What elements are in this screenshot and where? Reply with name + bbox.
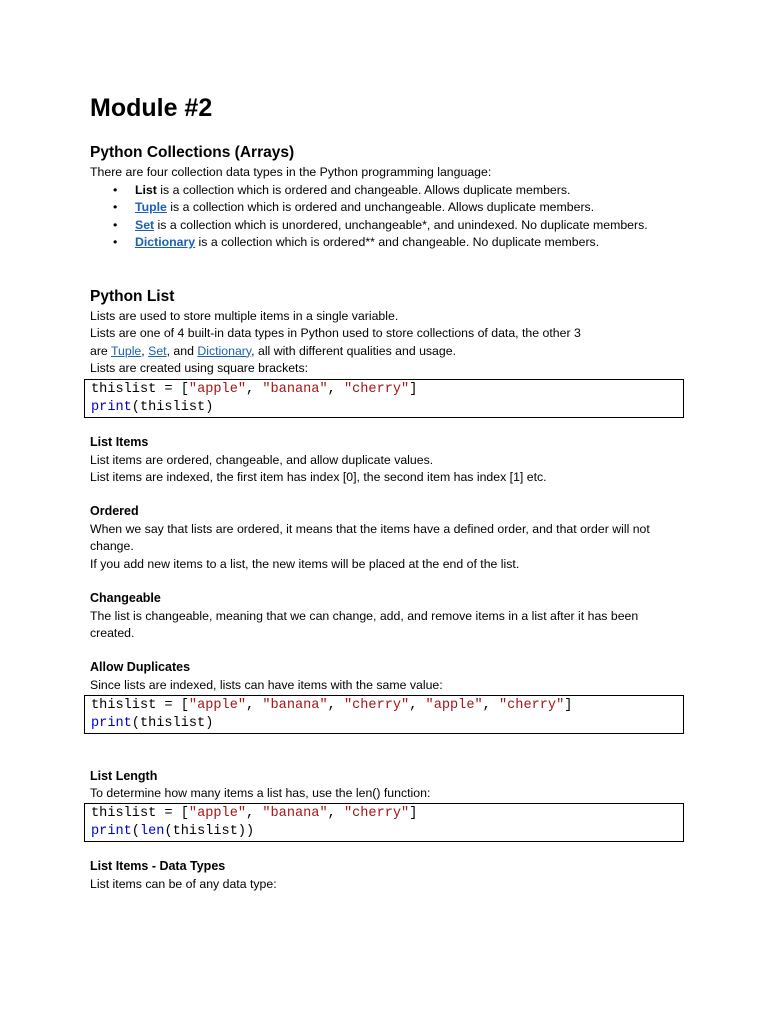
- code-text: ,: [246, 698, 263, 713]
- changeable-paragraph: [90, 608, 638, 643]
- duplicates-paragraph: [90, 677, 443, 694]
- bullet-text: is a collection which is unordered, unchangeable*, and unindexed. No duplicate members.: [154, 217, 648, 232]
- collections-intro: [90, 164, 491, 181]
- list-item: [90, 182, 648, 199]
- text-fragment: , all with different qualities and usage.: [251, 343, 456, 358]
- code-string: "banana": [262, 806, 328, 821]
- bullet-text: is a collection which is ordered** and changeable. No duplicate members.: [195, 234, 600, 249]
- code-keyword: len: [139, 823, 165, 839]
- bullet-icon: •: [113, 234, 118, 249]
- bullet-icon: •: [113, 200, 118, 215]
- code-string: "banana": [262, 382, 328, 397]
- code-text: ,: [327, 698, 344, 713]
- code-text: ,: [246, 806, 263, 821]
- text-line: List items are ordered, changeable, and allow duplicate values.: [90, 453, 434, 467]
- ordered-heading: Ordered: [90, 504, 139, 518]
- code-keyword: print: [91, 823, 132, 839]
- code-line: [91, 715, 677, 733]
- collections-intro-text: There are four collection data types in the Python programming language:: [90, 165, 492, 179]
- changeable-heading: Changeable: [90, 591, 161, 605]
- code-string: "apple": [425, 698, 483, 713]
- code-text: thislist = [: [91, 382, 189, 397]
- code-text: ]: [564, 698, 573, 713]
- text-fragment: are: [90, 343, 111, 358]
- code-string: "apple": [188, 698, 247, 713]
- text-line: Lists are one of 4 built-in data types in Python used to store collections of data, the other 3: [90, 326, 581, 341]
- tuple-link[interactable]: Tuple: [135, 200, 167, 215]
- bullet-icon: •: [113, 217, 118, 232]
- duplicates-heading: Allow Duplicates: [90, 660, 191, 674]
- list-item: [90, 199, 648, 216]
- list-items-heading: List Items: [90, 435, 149, 449]
- dictionary-link[interactable]: Dictionary: [135, 234, 196, 249]
- text-line: When we say that lists are ordered, it means that the items have a defined order, and that order will not: [90, 522, 650, 536]
- text-line: change.: [90, 539, 134, 554]
- code-line: [91, 805, 677, 823]
- text-line: To determine how many items a list has, use the len() function:: [90, 786, 431, 800]
- code-block-create-list: [84, 379, 684, 418]
- code-text: ,: [327, 382, 344, 397]
- code-text: ,: [327, 806, 344, 821]
- length-heading: List Length: [90, 769, 158, 783]
- bullet-text: is a collection which is ordered and unchangeable. Allows duplicate members.: [166, 200, 595, 215]
- python-list-heading: Python List: [90, 288, 175, 305]
- code-keyword: print: [91, 399, 132, 415]
- code-string: "cherry": [343, 698, 410, 713]
- datatypes-heading: List Items - Data Types: [90, 859, 226, 873]
- text-line: If you add new items to a list, the new items will be placed at the end of the list.: [90, 556, 520, 571]
- code-string: "cherry": [498, 698, 565, 713]
- text-line: List items can be of any data type:: [90, 877, 277, 891]
- code-string: "banana": [262, 698, 328, 713]
- set-link[interactable]: Set: [135, 217, 155, 232]
- dictionary-inline-link[interactable]: Dictionary: [197, 343, 252, 358]
- code-text: (thislist)): [164, 823, 255, 839]
- ordered-paragraph: [90, 521, 650, 573]
- text-fragment: ,: [141, 343, 149, 358]
- code-block-duplicates: [84, 695, 684, 734]
- set-inline-link[interactable]: Set: [148, 343, 167, 358]
- text-line: Since lists are indexed, lists can have items with the same value:: [90, 678, 443, 692]
- text-fragment: , and: [166, 343, 198, 358]
- text-line-with-links: [90, 343, 581, 360]
- code-text: (thislist): [131, 399, 214, 415]
- code-string: "apple": [188, 806, 247, 821]
- code-text: ]: [409, 806, 418, 821]
- code-text: (: [131, 823, 140, 839]
- text-line: Lists are created using square brackets:: [90, 360, 309, 375]
- tuple-inline-link[interactable]: Tuple: [110, 343, 142, 358]
- code-line: [91, 399, 677, 417]
- list-item: [90, 217, 648, 234]
- bullet-icon: •: [113, 183, 118, 197]
- code-string: "cherry": [343, 806, 410, 821]
- code-text: thislist = [: [91, 806, 189, 821]
- code-text: thislist = [: [91, 698, 189, 713]
- code-line: [91, 823, 677, 841]
- code-line: [91, 381, 677, 399]
- collections-heading: Python Collections (Arrays): [90, 144, 295, 161]
- text-line: Lists are used to store multiple items in a single variable.: [90, 309, 399, 323]
- datatypes-paragraph: [90, 876, 277, 893]
- code-keyword: print: [91, 715, 132, 731]
- code-text: ,: [482, 698, 499, 713]
- code-text: (thislist): [131, 715, 214, 731]
- list-items-paragraph: [90, 452, 547, 487]
- text-line: created.: [90, 626, 135, 641]
- bullet-term: List: [135, 183, 157, 197]
- collections-list: [90, 182, 648, 251]
- code-string: "apple": [188, 382, 247, 397]
- page-title: Module #2: [90, 94, 213, 122]
- length-paragraph: [90, 785, 430, 802]
- code-line: [91, 697, 677, 715]
- code-text: ]: [409, 382, 418, 397]
- bullet-text: is a collection which is ordered and changeable. Allows duplicate members.: [156, 183, 571, 197]
- text-line: List items are indexed, the first item has index [0], the second item has index [1] etc.: [90, 470, 547, 485]
- code-text: ,: [246, 382, 263, 397]
- code-block-length: [84, 803, 684, 842]
- code-text: ,: [409, 698, 426, 713]
- code-string: "cherry": [343, 382, 410, 397]
- text-line: The list is changeable, meaning that we can change, add, and remove items in a list after it has been: [90, 609, 639, 623]
- python-list-paragraph: [90, 308, 581, 377]
- list-item: [90, 234, 648, 251]
